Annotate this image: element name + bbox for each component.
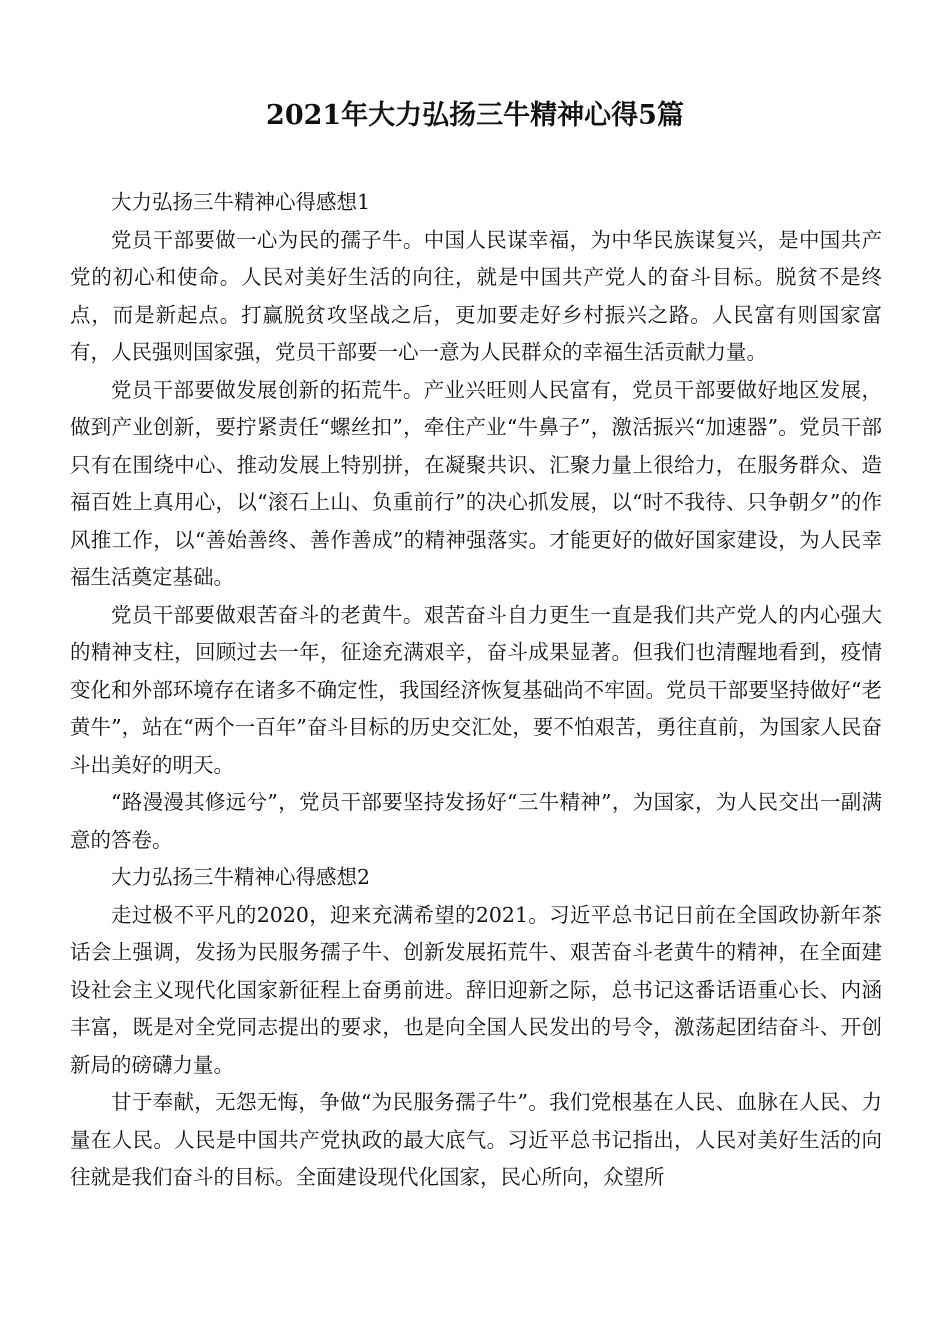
body-paragraph: 党员干部要做一心为民的孺子牛。中国人民谋幸福，为中华民族谋复兴，是中国共产党的初心和使命。人民对美好生活的向往，就是中国共产党人的奋斗目标。脱贫不是终点，而是新起点。打赢脱贫攻坚战之后，更加要走好乡村振兴之路。人民富有则国家富有，人民强则国家强，党员干部要一心一意为人民群众的幸福生活贡献力量。	[70, 227, 882, 364]
body-paragraph: 党员干部要做发展创新的拓荒牛。产业兴旺则人民富有，党员干部要做好地区发展，做到产业创新，要拧紧责任“螺丝扣”，牵住产业“牛鼻子”，激活振兴“加速器”。党员干部只有在围绕中心、推动发展上特别拼，在凝聚共识、汇聚力量上很给力，在服务群众、造福百姓上真用心，以“滚石上山、负重前行”的决心抓发展，以“时不我待、只争朝夕”的作风推工作，以“善始善终、善作善成”的精神强落实。才能更好的做好国家建设，为人民幸福生活奠定基础。	[70, 377, 882, 589]
document-title: 2021年大力弘扬三牛精神心得5篇	[266, 100, 684, 131]
body-paragraph: 甘于奉献，无怨无悔，争做“为民服务孺子牛”。我们党根基在人民、血脉在人民、力量在人民。人民是中国共产党执政的最大底气。习近平总书记指出，人民对美好生活的向往就是我们奋斗的目标。全面建设现代化国家，民心所向，众望所	[70, 1090, 882, 1189]
document-body	[70, 184, 882, 1197]
body-paragraph: “路漫漫其修远兮”，党员干部要坚持发扬好“三牛精神”，为国家，为人民交出一副满意的答卷。	[70, 790, 882, 852]
body-paragraph: 党员干部要做艰苦奋斗的老黄牛。艰苦奋斗自力更生一直是我们共产党人的内心强大的精神支柱，回顾过去一年，征途充满艰辛，奋斗成果显著。但我们也清醒地看到，疫情变化和外部环境存在诸多不确定性，我国经济恢复基础尚不牢固。党员干部要坚持做好“老黄牛”，站在“两个一百年”奋斗目标的历史交汇处，要不怕艰苦，勇往直前，为国家人民奋斗出美好的明天。	[70, 602, 882, 777]
body-paragraph: 走过极不平凡的2020，迎来充满希望的2021。习近平总书记日前在全国政协新年茶话会上强调，发扬为民服务孺子牛、创新发展拓荒牛、艰苦奋斗老黄牛的精神，在全面建设社会主义现代化国家新征程上奋勇前进。辞旧迎新之际，总书记这番话语重心长、内涵丰富，既是对全党同志提出的要求，也是向全国人民发出的号令，激荡起团结奋斗、开创新局的磅礴力量。	[70, 902, 882, 1077]
section-heading-1: 大力弘扬三牛精神心得感想1	[111, 190, 371, 214]
section-heading-2: 大力弘扬三牛精神心得感想2	[111, 865, 371, 889]
